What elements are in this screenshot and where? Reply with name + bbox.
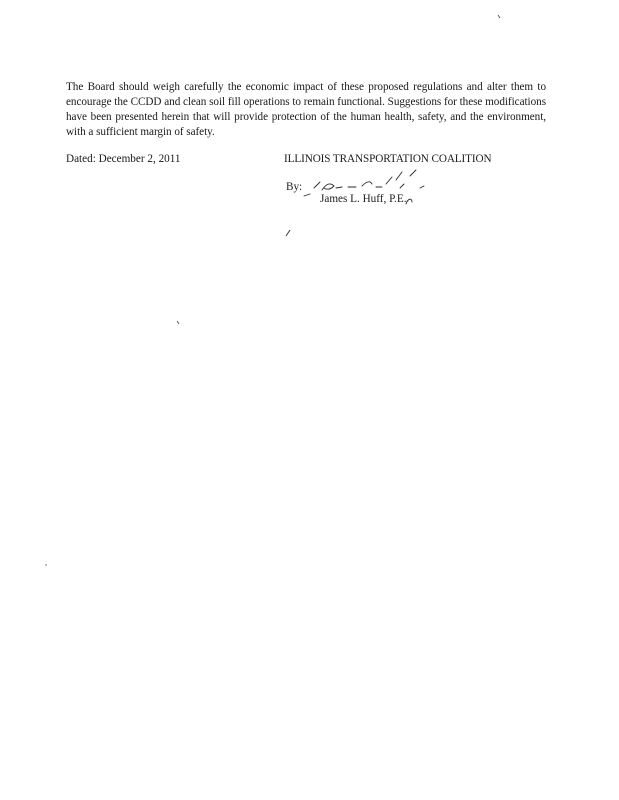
- organization-name: ILLINOIS TRANSPORTATION COALITION: [284, 153, 492, 165]
- handwritten-signature: [300, 166, 450, 216]
- by-label: By:: [286, 181, 303, 193]
- signer-name: James L. Huff, P.E.: [320, 193, 407, 205]
- date-line: Dated: December 2, 2011: [66, 153, 181, 165]
- pen-mark: [284, 228, 294, 238]
- scan-speck: [176, 320, 182, 326]
- scan-speck: [497, 14, 503, 20]
- closing-paragraph: The Board should weigh carefully the economic impact of these proposed regulations and alter them to encourage the CCDD and clean soil fill operations to remain functional. Suggestions for these modifications have been presented herein that will provide protection of the human health, safety, and the environment, with a sufficient margin of safety.: [66, 81, 546, 138]
- scan-speck: [44, 562, 50, 568]
